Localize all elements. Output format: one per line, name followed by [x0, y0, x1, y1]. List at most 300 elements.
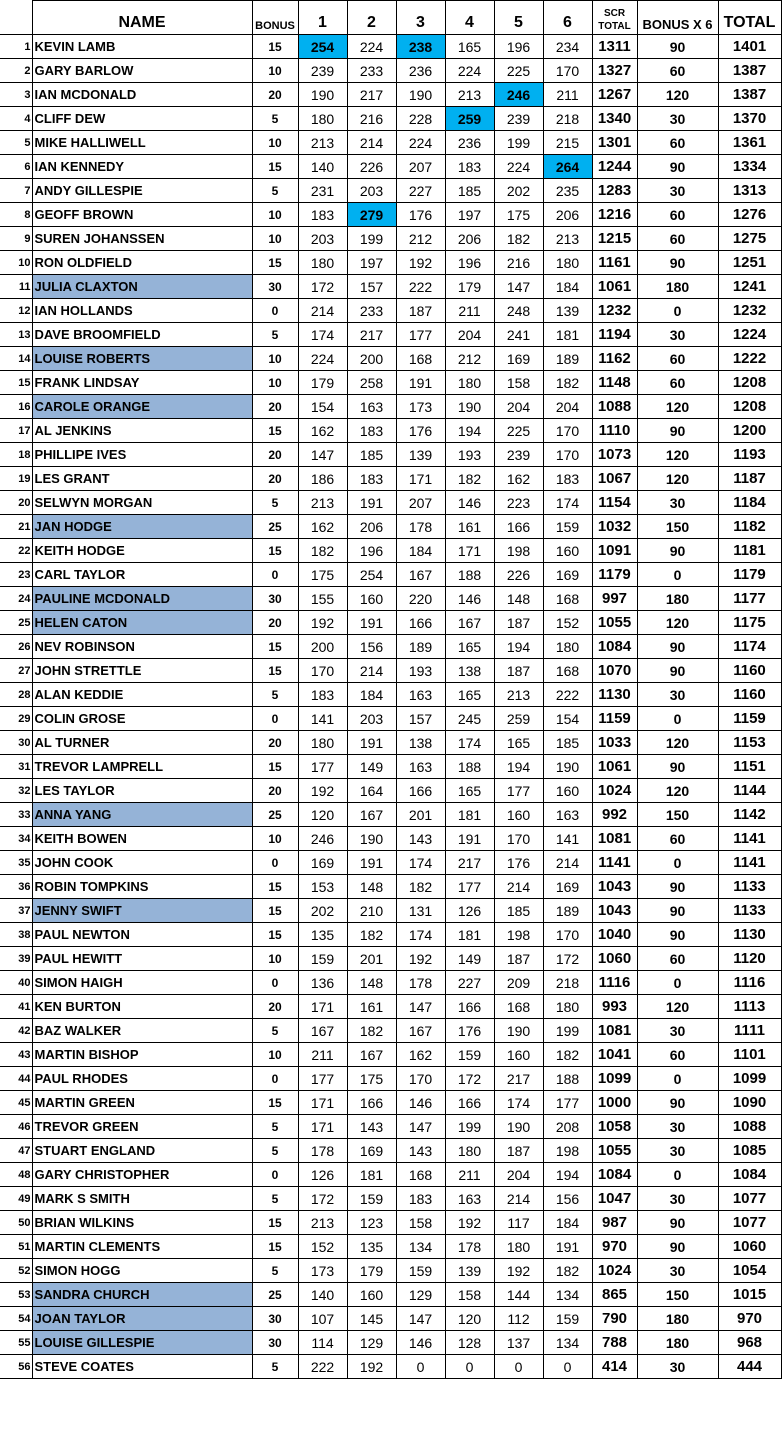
bonus-x6-cell: 60	[637, 827, 718, 851]
game-1-score-cell: 120	[298, 803, 347, 827]
game-5-score-cell: 214	[494, 1187, 543, 1211]
total-cell: 1142	[718, 803, 781, 827]
player-name-cell: SUREN JOHANSSEN	[32, 227, 252, 251]
game-2-score-cell: 191	[347, 731, 396, 755]
player-name-cell: LES GRANT	[32, 467, 252, 491]
total-cell: 1174	[718, 635, 781, 659]
bonus-x6-cell: 120	[637, 467, 718, 491]
rank-header	[0, 1, 32, 35]
total-cell: 1160	[718, 659, 781, 683]
game-5-score-cell: 148	[494, 587, 543, 611]
total-cell: 1361	[718, 131, 781, 155]
game-1-score-cell: 214	[298, 299, 347, 323]
player-name-cell: PAUL HEWITT	[32, 947, 252, 971]
game-1-score-cell: 136	[298, 971, 347, 995]
game-2-score-cell: 203	[347, 179, 396, 203]
game-3-score-cell: 228	[396, 107, 445, 131]
bonus-x6-cell: 120	[637, 83, 718, 107]
bonus-cell: 0	[252, 1067, 298, 1091]
game-2-score-cell: 159	[347, 1187, 396, 1211]
scr-total-cell: 1061	[592, 755, 637, 779]
game-6-score-cell: 184	[543, 1211, 592, 1235]
game-6-score-cell: 141	[543, 827, 592, 851]
total-cell: 1187	[718, 467, 781, 491]
game-6-score-cell: 182	[543, 371, 592, 395]
game-4-score-cell: 213	[445, 83, 494, 107]
scr-total-cell: 1215	[592, 227, 637, 251]
game-3-score-cell: 0	[396, 1355, 445, 1379]
bonus-x6-cell: 150	[637, 515, 718, 539]
table-row	[0, 947, 781, 971]
bonus-x6-cell: 60	[637, 131, 718, 155]
player-name-cell: AL JENKINS	[32, 419, 252, 443]
rank-cell: 23	[0, 563, 32, 587]
game-4-score-cell: 188	[445, 563, 494, 587]
game-3-score-cell: 166	[396, 779, 445, 803]
game-2-score-cell: 182	[347, 1019, 396, 1043]
table-row	[0, 179, 781, 203]
bonus-cell: 5	[252, 1355, 298, 1379]
game-6-score-cell: 170	[543, 443, 592, 467]
game-1-score-cell: 162	[298, 419, 347, 443]
game-4-score-cell: 167	[445, 611, 494, 635]
scr-total-cell: 1162	[592, 347, 637, 371]
table-row	[0, 1187, 781, 1211]
game-4-score-cell: 139	[445, 1259, 494, 1283]
bonus-x6-cell: 90	[637, 251, 718, 275]
game-5-score-cell: 213	[494, 683, 543, 707]
game-2-score-cell: 233	[347, 59, 396, 83]
bonus-cell: 10	[252, 371, 298, 395]
game-5-score-cell: 216	[494, 251, 543, 275]
scr-total-cell: 1311	[592, 35, 637, 59]
game-3-score-cell: 222	[396, 275, 445, 299]
rank-cell: 30	[0, 731, 32, 755]
scr-total-cell: 1244	[592, 155, 637, 179]
bonus-x6-cell: 90	[637, 35, 718, 59]
game-3-score-cell: 183	[396, 1187, 445, 1211]
game-4-score-cell: 211	[445, 299, 494, 323]
bonus-cell: 5	[252, 1019, 298, 1043]
game-2-score-cell: 161	[347, 995, 396, 1019]
total-cell: 1313	[718, 179, 781, 203]
bonus-x6-cell: 30	[637, 1139, 718, 1163]
game-1-score-cell: 153	[298, 875, 347, 899]
rank-cell: 37	[0, 899, 32, 923]
game-4-score-cell: 138	[445, 659, 494, 683]
total-cell: 1088	[718, 1115, 781, 1139]
table-row	[0, 155, 781, 179]
total-cell: 1085	[718, 1139, 781, 1163]
bonus-cell: 20	[252, 83, 298, 107]
game-2-score-cell: 145	[347, 1307, 396, 1331]
game-4-score-cell: 171	[445, 539, 494, 563]
game-1-score-cell: 202	[298, 899, 347, 923]
rank-cell: 29	[0, 707, 32, 731]
scr-total-cell: 1081	[592, 827, 637, 851]
total-cell: 1275	[718, 227, 781, 251]
bonus-x6-cell: 90	[637, 635, 718, 659]
game-5-score-cell: 187	[494, 1139, 543, 1163]
game-6-score-cell: 222	[543, 683, 592, 707]
bonus-cell: 10	[252, 347, 298, 371]
total-cell: 1113	[718, 995, 781, 1019]
bonus-cell: 5	[252, 491, 298, 515]
rank-cell: 20	[0, 491, 32, 515]
game-3-score-cell: 147	[396, 1307, 445, 1331]
bonus-cell: 15	[252, 35, 298, 59]
game-6-score-cell: 188	[543, 1067, 592, 1091]
player-name-cell: CARL TAYLOR	[32, 563, 252, 587]
game-5-score-cell: 185	[494, 899, 543, 923]
rank-cell: 19	[0, 467, 32, 491]
game-4-score-cell: 182	[445, 467, 494, 491]
game-3-score-cell: 227	[396, 179, 445, 203]
game-2-score-cell: 185	[347, 443, 396, 467]
game-4-score-cell: 166	[445, 995, 494, 1019]
game-4-score-cell: 163	[445, 1187, 494, 1211]
game-3-score-cell: 146	[396, 1091, 445, 1115]
scr-total-cell: 1283	[592, 179, 637, 203]
game-3-score-cell: 178	[396, 971, 445, 995]
game-6-score-cell: 194	[543, 1163, 592, 1187]
game-6-score-cell: 159	[543, 1307, 592, 1331]
game-3-score-cell: 143	[396, 1139, 445, 1163]
table-row	[0, 851, 781, 875]
player-name-cell: ANDY GILLESPIE	[32, 179, 252, 203]
game-2-score-cell: 181	[347, 1163, 396, 1187]
total-cell: 1193	[718, 443, 781, 467]
game-5-score-cell: 192	[494, 1259, 543, 1283]
rank-cell: 42	[0, 1019, 32, 1043]
rank-cell: 55	[0, 1331, 32, 1355]
player-name-cell: SIMON HAIGH	[32, 971, 252, 995]
table-row	[0, 635, 781, 659]
rank-cell: 22	[0, 539, 32, 563]
game-5-score-cell: 174	[494, 1091, 543, 1115]
bonus-x6-cell: 180	[637, 587, 718, 611]
game-1-score-cell: 171	[298, 1115, 347, 1139]
game-4-score-cell: 204	[445, 323, 494, 347]
game-4-score-cell: 206	[445, 227, 494, 251]
table-row	[0, 923, 781, 947]
game-6-score-cell: 170	[543, 419, 592, 443]
game-1-score-cell: 182	[298, 539, 347, 563]
player-name-cell: MIKE HALLIWELL	[32, 131, 252, 155]
game-1-score-cell: 254	[298, 35, 347, 59]
rank-cell: 54	[0, 1307, 32, 1331]
total-cell: 1153	[718, 731, 781, 755]
game-2-score-cell: 160	[347, 1283, 396, 1307]
scr-total-cell: 1040	[592, 923, 637, 947]
game-3-score-cell: 129	[396, 1283, 445, 1307]
scr-total-cell: 1340	[592, 107, 637, 131]
game-5-score-cell: 223	[494, 491, 543, 515]
game-6-score-cell: 170	[543, 923, 592, 947]
game-3-score-cell: 158	[396, 1211, 445, 1235]
game-6-score-cell: 180	[543, 251, 592, 275]
scr-total-cell: 1091	[592, 539, 637, 563]
game-5-score-cell: 248	[494, 299, 543, 323]
player-name-cell: JAN HODGE	[32, 515, 252, 539]
game-6-score-cell: 156	[543, 1187, 592, 1211]
table-row	[0, 587, 781, 611]
total-cell: 1077	[718, 1187, 781, 1211]
bonus-cell: 20	[252, 395, 298, 419]
rank-cell: 27	[0, 659, 32, 683]
game-6-score-cell: 218	[543, 971, 592, 995]
game-1-score-cell: 152	[298, 1235, 347, 1259]
game-4-score-cell: 165	[445, 35, 494, 59]
scr-total-cell: 1055	[592, 611, 637, 635]
game-2-score-cell: 166	[347, 1091, 396, 1115]
game-4-score-cell: 165	[445, 683, 494, 707]
rank-cell: 38	[0, 923, 32, 947]
player-name-cell: MARK S SMITH	[32, 1187, 252, 1211]
player-name-cell: STUART ENGLAND	[32, 1139, 252, 1163]
game-6-score-cell: 208	[543, 1115, 592, 1139]
scr-total-cell: 1043	[592, 875, 637, 899]
table-row	[0, 1259, 781, 1283]
bonus-cell: 5	[252, 1259, 298, 1283]
scr-total-cell: 1161	[592, 251, 637, 275]
game-4-score-cell: 180	[445, 371, 494, 395]
game-4-score-cell: 185	[445, 179, 494, 203]
player-name-cell: TREVOR LAMPRELL	[32, 755, 252, 779]
player-name-cell: PAUL RHODES	[32, 1067, 252, 1091]
player-name-cell: HELEN CATON	[32, 611, 252, 635]
scr-total-cell: 970	[592, 1235, 637, 1259]
scr-total-cell: 414	[592, 1355, 637, 1379]
game-4-score-cell: 165	[445, 635, 494, 659]
table-row	[0, 611, 781, 635]
game-6-score-cell: 184	[543, 275, 592, 299]
game-2-score-cell: 258	[347, 371, 396, 395]
game-2-score-cell: 279	[347, 203, 396, 227]
game-6-score-cell: 191	[543, 1235, 592, 1259]
rank-cell: 8	[0, 203, 32, 227]
game-4-header: 4	[445, 1, 494, 35]
bonus-x6-cell: 30	[637, 323, 718, 347]
rank-cell: 35	[0, 851, 32, 875]
bonus-x6-cell: 90	[637, 1235, 718, 1259]
player-name-cell: GARY CHRISTOPHER	[32, 1163, 252, 1187]
player-name-cell: MARTIN BISHOP	[32, 1043, 252, 1067]
total-cell: 1208	[718, 395, 781, 419]
player-name-cell: RON OLDFIELD	[32, 251, 252, 275]
game-5-score-cell: 158	[494, 371, 543, 395]
total-cell: 1159	[718, 707, 781, 731]
bonus-x6-cell: 60	[637, 347, 718, 371]
bonus-cell: 25	[252, 1283, 298, 1307]
game-1-score-cell: 170	[298, 659, 347, 683]
game-4-score-cell: 179	[445, 275, 494, 299]
game-6-score-cell: 190	[543, 755, 592, 779]
game-1-score-cell: 180	[298, 251, 347, 275]
game-3-score-cell: 139	[396, 443, 445, 467]
game-2-score-cell: 143	[347, 1115, 396, 1139]
game-5-score-cell: 144	[494, 1283, 543, 1307]
total-cell: 1084	[718, 1163, 781, 1187]
table-row	[0, 731, 781, 755]
game-3-score-cell: 174	[396, 851, 445, 875]
game-1-score-cell: 167	[298, 1019, 347, 1043]
table-row	[0, 1331, 781, 1355]
bonus-cell: 5	[252, 1139, 298, 1163]
rank-cell: 31	[0, 755, 32, 779]
bonus-cell: 5	[252, 323, 298, 347]
game-3-score-cell: 176	[396, 203, 445, 227]
results-body	[0, 35, 781, 1379]
scr-total-header-bottom: TOTAL	[598, 21, 631, 32]
total-cell: 1401	[718, 35, 781, 59]
bonus-cell: 15	[252, 539, 298, 563]
bonus-x6-cell: 0	[637, 563, 718, 587]
table-row	[0, 227, 781, 251]
game-6-score-cell: 181	[543, 323, 592, 347]
game-4-score-cell: 146	[445, 491, 494, 515]
bonus-cell: 20	[252, 443, 298, 467]
player-name-cell: NEV ROBINSON	[32, 635, 252, 659]
rank-cell: 33	[0, 803, 32, 827]
rank-cell: 44	[0, 1067, 32, 1091]
rank-cell: 52	[0, 1259, 32, 1283]
player-name-cell: DAVE BROOMFIELD	[32, 323, 252, 347]
total-cell: 1077	[718, 1211, 781, 1235]
game-3-score-cell: 177	[396, 323, 445, 347]
game-1-score-cell: 140	[298, 155, 347, 179]
bonus-cell: 20	[252, 995, 298, 1019]
player-name-cell: IAN HOLLANDS	[32, 299, 252, 323]
bonus-x6-cell: 90	[637, 1091, 718, 1115]
bonus-cell: 20	[252, 611, 298, 635]
scr-total-cell: 1032	[592, 515, 637, 539]
game-5-score-cell: 168	[494, 995, 543, 1019]
table-row	[0, 683, 781, 707]
scr-total-cell: 1232	[592, 299, 637, 323]
bonus-cell: 5	[252, 107, 298, 131]
game-2-score-cell: 169	[347, 1139, 396, 1163]
game-4-score-cell: 149	[445, 947, 494, 971]
game-6-score-cell: 169	[543, 563, 592, 587]
bonus-cell: 15	[252, 1235, 298, 1259]
player-name-cell: MARTIN CLEMENTS	[32, 1235, 252, 1259]
bonus-cell: 30	[252, 1331, 298, 1355]
scr-total-cell: 1084	[592, 635, 637, 659]
game-6-score-cell: 204	[543, 395, 592, 419]
rank-cell: 3	[0, 83, 32, 107]
game-3-score-cell: 184	[396, 539, 445, 563]
player-name-cell: LOUISE ROBERTS	[32, 347, 252, 371]
game-6-score-cell: 160	[543, 779, 592, 803]
game-2-score-cell: 183	[347, 467, 396, 491]
game-3-score-cell: 190	[396, 83, 445, 107]
game-4-score-cell: 192	[445, 1211, 494, 1235]
game-4-score-cell: 227	[445, 971, 494, 995]
game-5-score-cell: 190	[494, 1019, 543, 1043]
game-3-score-cell: 167	[396, 1019, 445, 1043]
bonus-cell: 10	[252, 1043, 298, 1067]
bonus-cell: 0	[252, 707, 298, 731]
game-4-score-cell: 211	[445, 1163, 494, 1187]
table-row	[0, 1115, 781, 1139]
game-1-score-cell: 211	[298, 1043, 347, 1067]
total-cell: 1116	[718, 971, 781, 995]
game-4-score-cell: 126	[445, 899, 494, 923]
game-3-score-cell: 193	[396, 659, 445, 683]
scr-total-cell: 788	[592, 1331, 637, 1355]
player-name-cell: FRANK LINDSAY	[32, 371, 252, 395]
game-4-score-cell: 158	[445, 1283, 494, 1307]
game-6-score-cell: 172	[543, 947, 592, 971]
game-1-score-cell: 190	[298, 83, 347, 107]
table-row	[0, 827, 781, 851]
bonus-x6-cell: 30	[637, 1259, 718, 1283]
game-6-score-cell: 185	[543, 731, 592, 755]
scr-total-cell: 1179	[592, 563, 637, 587]
bonus-cell: 15	[252, 899, 298, 923]
game-3-score-cell: 147	[396, 995, 445, 1019]
bonus-x6-cell: 60	[637, 947, 718, 971]
total-cell: 1060	[718, 1235, 781, 1259]
game-5-score-cell: 198	[494, 539, 543, 563]
scr-total-cell: 1070	[592, 659, 637, 683]
rank-cell: 48	[0, 1163, 32, 1187]
bonus-x6-cell: 60	[637, 203, 718, 227]
game-5-score-cell: 196	[494, 35, 543, 59]
total-cell: 1099	[718, 1067, 781, 1091]
total-cell: 1151	[718, 755, 781, 779]
game-3-score-cell: 166	[396, 611, 445, 635]
game-6-score-cell: 134	[543, 1283, 592, 1307]
game-5-score-cell: 177	[494, 779, 543, 803]
player-name-cell: CLIFF DEW	[32, 107, 252, 131]
scr-total-cell: 1099	[592, 1067, 637, 1091]
table-row	[0, 131, 781, 155]
rank-cell: 7	[0, 179, 32, 203]
game-2-score-cell: 167	[347, 803, 396, 827]
game-1-score-cell: 141	[298, 707, 347, 731]
bonus-x6-cell: 120	[637, 443, 718, 467]
total-cell: 970	[718, 1307, 781, 1331]
total-header: TOTAL	[718, 1, 781, 35]
bonus-cell: 15	[252, 635, 298, 659]
game-1-score-cell: 147	[298, 443, 347, 467]
game-1-score-cell: 171	[298, 995, 347, 1019]
table-row	[0, 203, 781, 227]
game-2-score-cell: 163	[347, 395, 396, 419]
game-1-score-cell: 180	[298, 107, 347, 131]
scr-total-cell: 1024	[592, 1259, 637, 1283]
player-name-cell: ANNA YANG	[32, 803, 252, 827]
bonus-cell: 15	[252, 875, 298, 899]
total-cell: 1200	[718, 419, 781, 443]
game-4-score-cell: 259	[445, 107, 494, 131]
bonus-x6-cell: 180	[637, 1331, 718, 1355]
game-4-score-cell: 217	[445, 851, 494, 875]
table-row	[0, 299, 781, 323]
game-4-score-cell: 197	[445, 203, 494, 227]
game-6-score-cell: 198	[543, 1139, 592, 1163]
player-name-cell: STEVE COATES	[32, 1355, 252, 1379]
game-5-score-cell: 160	[494, 803, 543, 827]
game-3-score-cell: 173	[396, 395, 445, 419]
game-2-score-cell: 148	[347, 971, 396, 995]
bonus-cell: 20	[252, 731, 298, 755]
game-5-score-cell: 187	[494, 611, 543, 635]
table-row	[0, 35, 781, 59]
table-row	[0, 779, 781, 803]
